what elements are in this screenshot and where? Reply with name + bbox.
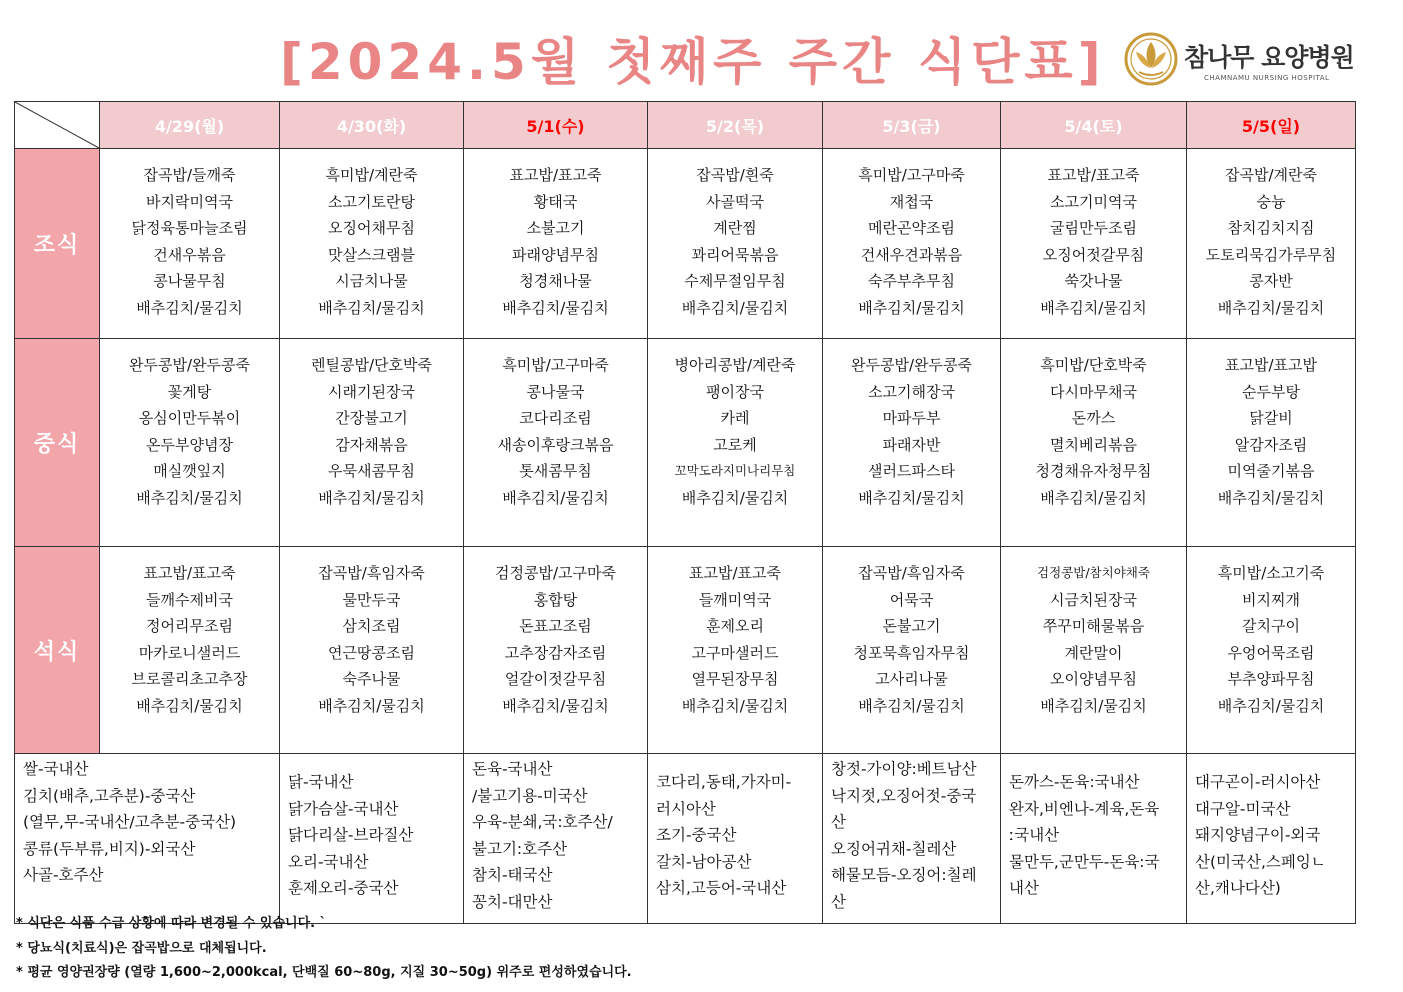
- menu-item: 메란곤약조림: [868, 219, 955, 238]
- menu-cell: [100, 339, 280, 547]
- menu-item: 바지락미역국: [146, 192, 233, 211]
- menu-item: 배추김치/물김치: [1217, 696, 1325, 715]
- menu-item: 샐러드파스타: [868, 462, 955, 481]
- origin-line: 낙지젓,오징어젓-중국: [831, 786, 977, 805]
- meal-label-lunch: 중식: [15, 339, 100, 547]
- meal-row-breakfast: [15, 149, 1356, 339]
- origin-cell: [1187, 754, 1356, 924]
- menu-item: 건새우견과볶음: [860, 245, 963, 264]
- meal-label-breakfast: 조식: [15, 149, 100, 339]
- menu-item: 배추김치/물김치: [136, 696, 243, 715]
- menu-item: 우엉어묵조림: [1227, 643, 1315, 662]
- menu-item: 흑미밥/고구마죽: [502, 356, 609, 374]
- origin-line: 돼지양념구이-외국: [1195, 826, 1321, 844]
- menu-item: 소고기해장국: [868, 382, 955, 401]
- menu-item: 병아리콩밥/계란죽: [674, 356, 796, 374]
- day-header-row: [15, 102, 1356, 149]
- menu-cell: [648, 547, 823, 754]
- menu-item: 배추김치/물김치: [502, 696, 609, 715]
- menu-item: 브로콜리초고추장: [131, 670, 248, 689]
- menu-item: 콩나물국: [526, 382, 585, 401]
- origin-line: 대구곤이-러시아산: [1195, 773, 1321, 791]
- menu-item: 고사리나물: [875, 670, 948, 689]
- menu-item: 배추김치/물김치: [318, 298, 425, 317]
- menu-item: 표고밥/표고죽: [1047, 166, 1140, 184]
- origin-line: 코다리,동태,가자미-: [656, 773, 792, 791]
- menu-item: 콩나물무침: [153, 272, 226, 291]
- menu-item: 배추김치/물김치: [1040, 488, 1147, 507]
- origin-line: 물만두,군만두-돈육:국: [1009, 852, 1160, 871]
- meal-row-lunch: [15, 339, 1356, 547]
- menu-item: 코다리조림: [519, 409, 592, 428]
- menu-item: 연근땅콩조림: [328, 643, 415, 662]
- origin-line: 해물모듬-오징어:칠레: [831, 866, 977, 884]
- menu-item: 흑미밥/고구마죽: [858, 166, 965, 184]
- menu-cell: [648, 149, 823, 339]
- menu-item: 도토리묵김가루무침: [1205, 245, 1337, 264]
- menu-cell: [280, 547, 464, 754]
- origin-line: 참치-태국산: [472, 866, 553, 884]
- menu-item: 렌틸콩밥/단호박죽: [311, 356, 432, 374]
- menu-item: 마카로니샐러드: [138, 643, 241, 662]
- menu-item: 알감자조림: [1234, 435, 1308, 454]
- menu-item: 쑥갓나물: [1064, 272, 1123, 291]
- menu-item: 다시마무채국: [1050, 382, 1137, 401]
- menu-item: 열무된장무침: [691, 670, 779, 689]
- menu-item: 배추김치/물김치: [1217, 298, 1325, 317]
- note-line: * 평균 영양권장량 (열량 1,600~2,000kcal, 단백질 60~80g, 지질 30~50g) 위주로 편성하였습니다.: [16, 965, 632, 980]
- menu-item: 닭갈비: [1249, 409, 1293, 428]
- menu-item: 고구마샐러드: [691, 643, 779, 662]
- menu-item: 굴림만두조림: [1050, 219, 1137, 238]
- menu-item: 정어리무조림: [146, 617, 233, 636]
- menu-item: 배추김치/물김치: [858, 696, 965, 715]
- menu-item: 갈치구이: [1242, 617, 1300, 636]
- leaf-logo-icon: [1124, 32, 1178, 86]
- origin-line: ː국내산: [1009, 826, 1060, 844]
- day-header: 5/3(금): [823, 102, 1001, 149]
- origin-line: 갈치-남아공산: [656, 852, 752, 871]
- origin-line: 닭다리살-브라질산: [288, 826, 414, 844]
- menu-item: 물만두국: [342, 590, 401, 609]
- menu-item: 쭈꾸미해물볶음: [1042, 617, 1145, 636]
- menu-item: 어묵국: [889, 590, 934, 609]
- menu-item: 미역줄기볶음: [1227, 462, 1315, 481]
- menu-item: 건새우볶음: [153, 245, 226, 264]
- origin-line: 콩류(두부류,비지)-외국산: [23, 839, 196, 858]
- day-header: 5/4(토): [1001, 102, 1187, 149]
- origin-line: 꽁치-대만산: [472, 892, 553, 911]
- menu-item: 간장불고기: [335, 409, 408, 428]
- menu-item: 오이양념무침: [1050, 670, 1137, 689]
- origin-line: 산: [831, 813, 846, 831]
- menu-item: 새송이후랑크볶음: [497, 435, 614, 454]
- menu-item: 배추김치/물김치: [136, 298, 243, 317]
- menu-item: 꼬막도라지미나리무침: [674, 463, 796, 479]
- menu-item: 표고밥/표고죽: [689, 564, 781, 582]
- origin-line: 김치(배추,고추분)-중국산: [23, 786, 196, 805]
- menu-item: 숙주부추무침: [868, 272, 955, 291]
- origin-cell: [280, 754, 464, 924]
- origin-line: 완자,비엔나-계육,돈육: [1009, 799, 1160, 818]
- menu-item: 완두콩밥/완두콩죽: [851, 356, 972, 374]
- origin-line: (열무,무-국내산/고추분-중국산): [23, 813, 237, 831]
- menu-cell: [1001, 149, 1187, 339]
- menu-item: 들깨수제비국: [146, 590, 233, 609]
- origin-line: 닭가슴살-국내산: [288, 799, 399, 818]
- menu-item: 잡곡밥/들깨죽: [143, 166, 236, 184]
- menu-item: 배추김치/물김치: [502, 298, 609, 317]
- day-header: 5/2(목): [648, 102, 823, 149]
- menu-item: 표고밥/표고죽: [509, 166, 602, 184]
- menu-cell: [1001, 339, 1187, 547]
- menu-item: 마파두부: [882, 409, 941, 428]
- page-title: [2024.5월 첫째주 주간 식단표]: [280, 33, 1106, 91]
- menu-item: 배추김치/물김치: [318, 696, 425, 715]
- menu-item: 고추장감자조림: [504, 643, 607, 662]
- menu-item: 팽이장국: [706, 382, 764, 401]
- menu-item: 흑미밥/소고기죽: [1217, 564, 1325, 582]
- origin-line: 산(미국산,스페잉ㄴ: [1195, 852, 1326, 871]
- menu-item: 계란찜: [713, 219, 757, 238]
- origin-cell: [15, 754, 280, 924]
- note-line: * 식단은 식품 수급 상황에 따라 변경될 수 있습니다. `: [16, 916, 327, 931]
- origin-line: 러시아산: [656, 799, 716, 818]
- menu-item: 훈제오리: [706, 617, 764, 636]
- origin-line: 조기-중국산: [656, 826, 737, 844]
- menu-item: 오징어젓갈무침: [1042, 245, 1145, 264]
- menu-item: 카레: [720, 409, 750, 428]
- menu-item: 파래자반: [882, 435, 941, 454]
- menu-cell: [823, 339, 1001, 547]
- day-header: 5/5(일): [1187, 102, 1356, 149]
- menu-cell: [1001, 547, 1187, 754]
- menu-item: 잡곡밥/흑임자죽: [858, 564, 965, 582]
- day-header: 4/30(화): [280, 102, 464, 149]
- origin-line: 내산: [1009, 879, 1039, 897]
- menu-item: 배추김치/물김치: [318, 488, 425, 507]
- menu-cell: [464, 547, 648, 754]
- menu-item: 잡곡밥/계란죽: [1225, 166, 1317, 184]
- menu-item: 표고밥/표고죽: [143, 564, 236, 582]
- logo-name: 참나무 요양병원: [1184, 43, 1354, 72]
- menu-item: 배추김치/물김치: [681, 298, 789, 317]
- origin-line: 창젓-가이양:베트남산: [831, 760, 977, 778]
- menu-item: 배추김치/물김치: [1040, 298, 1147, 317]
- menu-cell: [648, 339, 823, 547]
- menu-cell: [1187, 339, 1356, 547]
- menu-item: 돈까스: [1071, 409, 1116, 428]
- menu-item: 숙주나물: [342, 670, 401, 689]
- menu-item: 소고기미역국: [1050, 192, 1137, 211]
- menu-item: 닭정육통마늘조림: [131, 219, 248, 238]
- menu-item: 콩자반: [1249, 272, 1293, 291]
- menu-cell: [280, 149, 464, 339]
- menu-item: 배추김치/물김치: [1217, 488, 1325, 507]
- menu-item: 완두콩밥/완두콩죽: [129, 356, 250, 374]
- menu-cell: [464, 339, 648, 547]
- menu-item: 맛살스크램블: [328, 245, 415, 264]
- menu-item: 배추김치/물김치: [502, 488, 609, 507]
- menu-item: 계란말이: [1064, 643, 1123, 662]
- menu-item: 참치김치지짐: [1227, 219, 1315, 238]
- origin-line: 쌀-국내산: [23, 760, 89, 778]
- menu-item: 흑미밥/계란죽: [325, 166, 418, 184]
- origin-line: 훈제오리-중국산: [288, 879, 399, 897]
- origin-line: 돈까스-돈육:국내산: [1009, 773, 1140, 791]
- origin-line: 대구알-미국산: [1195, 799, 1291, 818]
- menu-item: 파래양념무침: [512, 245, 599, 264]
- menu-item: 시금치나물: [335, 272, 408, 291]
- menu-item: 검정콩밥/참치야채죽: [1037, 565, 1150, 580]
- origin-line: 산: [831, 892, 846, 911]
- menu-cell: [1187, 547, 1356, 754]
- menu-item: 소불고기: [526, 219, 585, 238]
- origin-line: 오징어귀채-칠레산: [831, 839, 957, 858]
- menu-item: 청포묵흑임자무침: [853, 643, 970, 662]
- origin-line: 우육-분쇄,국:호주산/: [472, 813, 613, 831]
- menu-item: 배추김치/물김치: [681, 696, 789, 715]
- menu-item: 감자채볶음: [335, 435, 408, 454]
- menu-cell: [280, 339, 464, 547]
- menu-item: 고로케: [713, 435, 757, 454]
- menu-item: 배추김치/물김치: [681, 488, 789, 507]
- menu-item: 온두부양념장: [146, 435, 233, 454]
- day-header: 5/1(수): [464, 102, 648, 149]
- menu-cell: [464, 149, 648, 339]
- menu-item: 비지찌개: [1242, 590, 1300, 609]
- menu-item: 톳새콤무침: [519, 462, 592, 481]
- menu-item: 들깨미역국: [698, 590, 772, 609]
- menu-item: 시금치된장국: [1050, 590, 1137, 609]
- menu-item: 순두부탕: [1242, 382, 1300, 401]
- menu-item: 사골떡국: [706, 192, 764, 211]
- menu-item: 부추양파무침: [1227, 670, 1315, 689]
- menu-item: 수제무절임무침: [684, 272, 786, 291]
- origin-line: 삼치,고등어-국내산: [656, 879, 787, 897]
- note-line: * 당뇨식(치료식)은 잡곡밥으로 대체됩니다.: [16, 940, 267, 956]
- menu-item: 옹심이만두볶이: [138, 409, 241, 428]
- origin-cell: [464, 754, 648, 924]
- menu-item: 배추김치/물김치: [858, 298, 965, 317]
- menu-item: 소고기토란탕: [328, 192, 415, 211]
- menu-item: 잡곡밥/흰죽: [696, 166, 774, 184]
- diagonal-line-icon: [15, 102, 99, 148]
- menu-item: 얼갈이젓갈무침: [504, 670, 607, 689]
- menu-item: 우묵새콤무침: [328, 462, 415, 481]
- menu-item: 꽃게탕: [167, 382, 212, 401]
- origin-row: [15, 754, 1356, 924]
- origin-cell: [823, 754, 1001, 924]
- weekly-menu-table: [14, 101, 1356, 924]
- origin-line: 산,캐나다산): [1195, 879, 1281, 897]
- origin-cell: [1001, 754, 1187, 924]
- menu-item: 숭늉: [1256, 192, 1286, 211]
- menu-item: 배추김치/물김치: [1040, 696, 1147, 715]
- origin-line: 불고기:호주산: [472, 839, 568, 858]
- menu-item: 흑미밥/단호박죽: [1040, 356, 1147, 374]
- day-header: 4/29(월): [100, 102, 280, 149]
- origin-line: 사골-호주산: [23, 866, 104, 884]
- menu-item: 검정콩밥/고구마죽: [495, 564, 616, 582]
- menu-item: 꽈리어묵볶음: [691, 245, 779, 264]
- menu-item: 오징어채무침: [328, 219, 415, 238]
- menu-item: 배추김치/물김치: [136, 488, 243, 507]
- hospital-logo: [1124, 32, 1364, 88]
- menu-item: 표고밥/표고밥: [1225, 356, 1317, 374]
- menu-item: 홍합탕: [533, 590, 578, 609]
- corner-cell: [15, 102, 100, 149]
- origin-line: 오리-국내산: [288, 852, 369, 871]
- origin-cell: [648, 754, 823, 924]
- origin-line: /불고기용-미국산: [472, 786, 588, 805]
- menu-item: 삼치조림: [342, 617, 401, 636]
- menu-item: 황태국: [533, 192, 578, 211]
- menu-item: 청경채유자청무침: [1035, 462, 1152, 481]
- menu-cell: [1187, 149, 1356, 339]
- notes: [16, 912, 632, 986]
- menu-cell: [823, 149, 1001, 339]
- menu-cell: [100, 547, 280, 754]
- menu-item: 매실깻잎지: [153, 462, 226, 481]
- meal-label-dinner: 석식: [15, 547, 100, 754]
- menu-item: 배추김치/물김치: [858, 488, 965, 507]
- menu-item: 재첩국: [889, 192, 934, 211]
- menu-item: 돈표고조림: [519, 617, 592, 636]
- menu-item: 돈불고기: [882, 617, 941, 636]
- menu-item: 잡곡밥/흑임자죽: [318, 564, 425, 582]
- menu-item: 시래기된장국: [328, 382, 415, 401]
- origin-line: 돈육-국내산: [472, 760, 553, 778]
- origin-line: 닭-국내산: [288, 773, 354, 791]
- menu-cell: [100, 149, 280, 339]
- menu-cell: [823, 547, 1001, 754]
- menu-item: 멸치베리볶음: [1050, 435, 1137, 454]
- logo-subtitle: CHAMNAMU NURSING HOSPITAL: [1204, 74, 1330, 82]
- meal-row-dinner: [15, 547, 1356, 754]
- menu-item: 청경채나물: [519, 272, 592, 291]
